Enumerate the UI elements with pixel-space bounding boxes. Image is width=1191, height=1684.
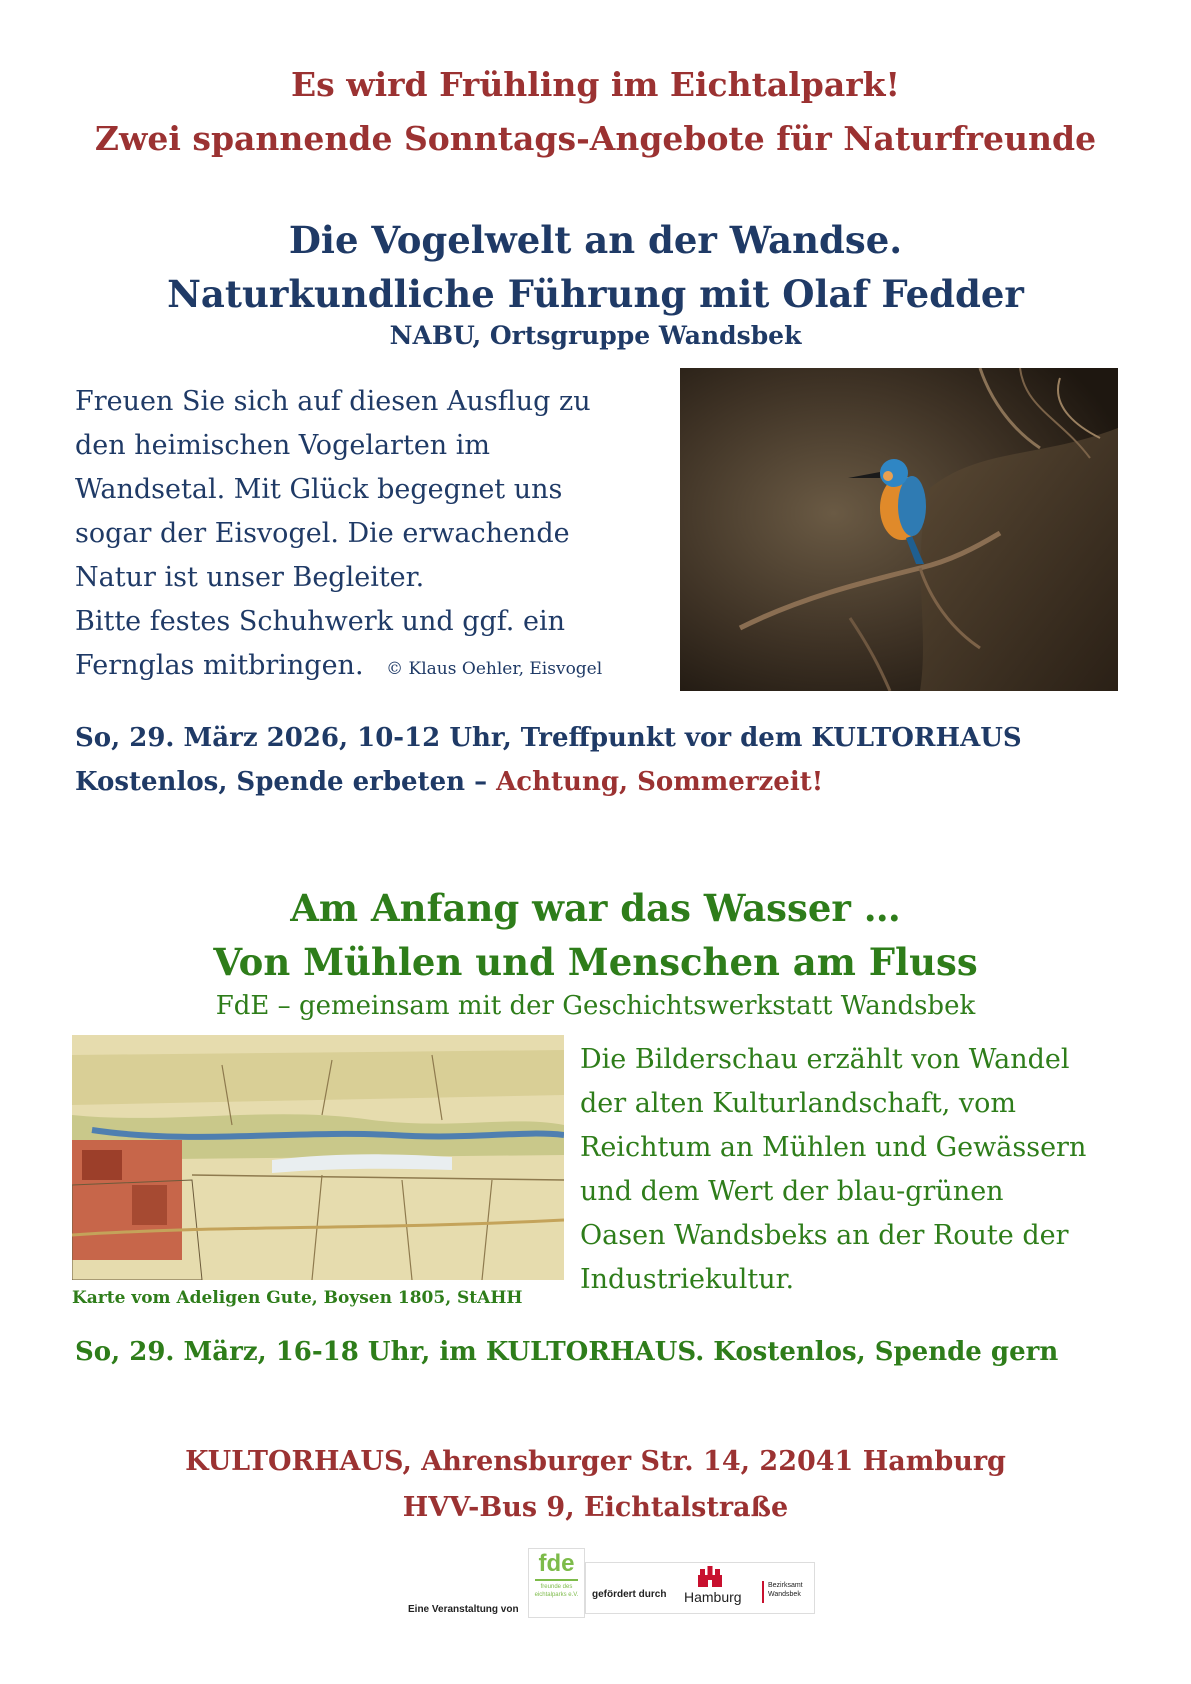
funding-logo: [585, 1562, 815, 1614]
fde-logo-wave: [535, 1579, 578, 1581]
venue-address: KULTORHAUS, Ahrensburger Str. 14, 22041 Hamburg: [185, 1446, 1006, 1477]
event1-body-line-last: [75, 644, 655, 691]
header-line-1: Es wird Frühling im Eichtalpark!: [290, 65, 901, 104]
map-caption: Karte vom Adeligen Gute, Boysen 1805, StAHH: [72, 1288, 523, 1308]
fde-logo-sub: freunde des eichtalparks e.V.: [534, 1584, 579, 1598]
fde-logo-text: fde: [538, 1550, 575, 1577]
event1-warning: Achtung, Sommerzeit!: [496, 767, 824, 797]
event1-body-line: Bitte festes Schuhwerk und ggf. ein: [75, 606, 565, 637]
event1-cost-line: [75, 760, 823, 804]
event2-title-2: Von Mühlen und Menschen am Fluss: [213, 940, 978, 984]
event2-body-line: Industriekultur.: [580, 1264, 795, 1295]
header-line-2: Zwei spannende Sonntags-Angebote für Naturfreunde: [94, 119, 1097, 158]
kingfisher-photo: [680, 368, 1118, 691]
event2-title-1: Am Anfang war das Wasser …: [290, 886, 901, 930]
historic-map: [72, 1035, 564, 1280]
organizer-label: Eine Veranstaltung von: [408, 1604, 519, 1615]
event2-date-line: So, 29. März, 16-18 Uhr, im KULTORHAUS. Kostenlos, Spende gern: [75, 1337, 1059, 1367]
event1-description: [75, 380, 655, 691]
event1-body-line: sogar der Eisvogel. Die erwachende: [75, 518, 570, 549]
funded-label: gefördert durch: [592, 1589, 667, 1600]
fde-logo: [528, 1548, 585, 1618]
event1-subtitle: NABU, Ortsgruppe Wandsbek: [389, 321, 802, 350]
event2-body-line: Reichtum an Mühlen und Gewässern: [580, 1132, 1087, 1163]
event2-subtitle: FdE – gemeinsam mit der Geschichtswerkstatt Wandsbek: [215, 991, 976, 1021]
transit-info: HVV-Bus 9, Eichtalstraße: [402, 1492, 789, 1523]
event2-body-line: der alten Kulturlandschaft, vom: [580, 1088, 1017, 1119]
event1-cost-text: Kostenlos, Spende erbeten –: [75, 767, 497, 797]
event2-body-line: und dem Wert der blau-grünen: [580, 1176, 1004, 1207]
hamburg-castle-icon: [696, 1565, 724, 1589]
event2-body-line: Oasen Wandsbeks an der Route der: [580, 1220, 1069, 1251]
hamburg-label: Hamburg: [684, 1589, 742, 1605]
photo-credit: © Klaus Oehler, Eisvogel: [386, 659, 603, 679]
event2-description: [580, 1038, 1180, 1302]
event1-title-1: Die Vogelwelt an der Wandse.: [288, 218, 903, 262]
event1-body-line: Natur ist unser Begleiter.: [75, 562, 425, 593]
event2-body-line: Die Bilderschau erzählt von Wandel: [580, 1044, 1070, 1075]
event1-body-line: den heimischen Vogelarten im: [75, 430, 491, 461]
district-label: Bezirksamt Wandsbek: [768, 1582, 803, 1598]
event1-body-line: Wandsetal. Mit Glück begegnet uns: [75, 474, 563, 505]
event1-body-line: Freuen Sie sich auf diesen Ausflug zu: [75, 386, 591, 417]
event1-body-line: Fernglas mitbringen.: [75, 650, 364, 681]
event1-date-line: So, 29. März 2026, 10-12 Uhr, Treffpunkt vor dem KULTORHAUS: [75, 723, 1022, 753]
event1-title-2: Naturkundliche Führung mit Olaf Fedder: [167, 272, 1024, 316]
logo-divider: [762, 1581, 764, 1603]
